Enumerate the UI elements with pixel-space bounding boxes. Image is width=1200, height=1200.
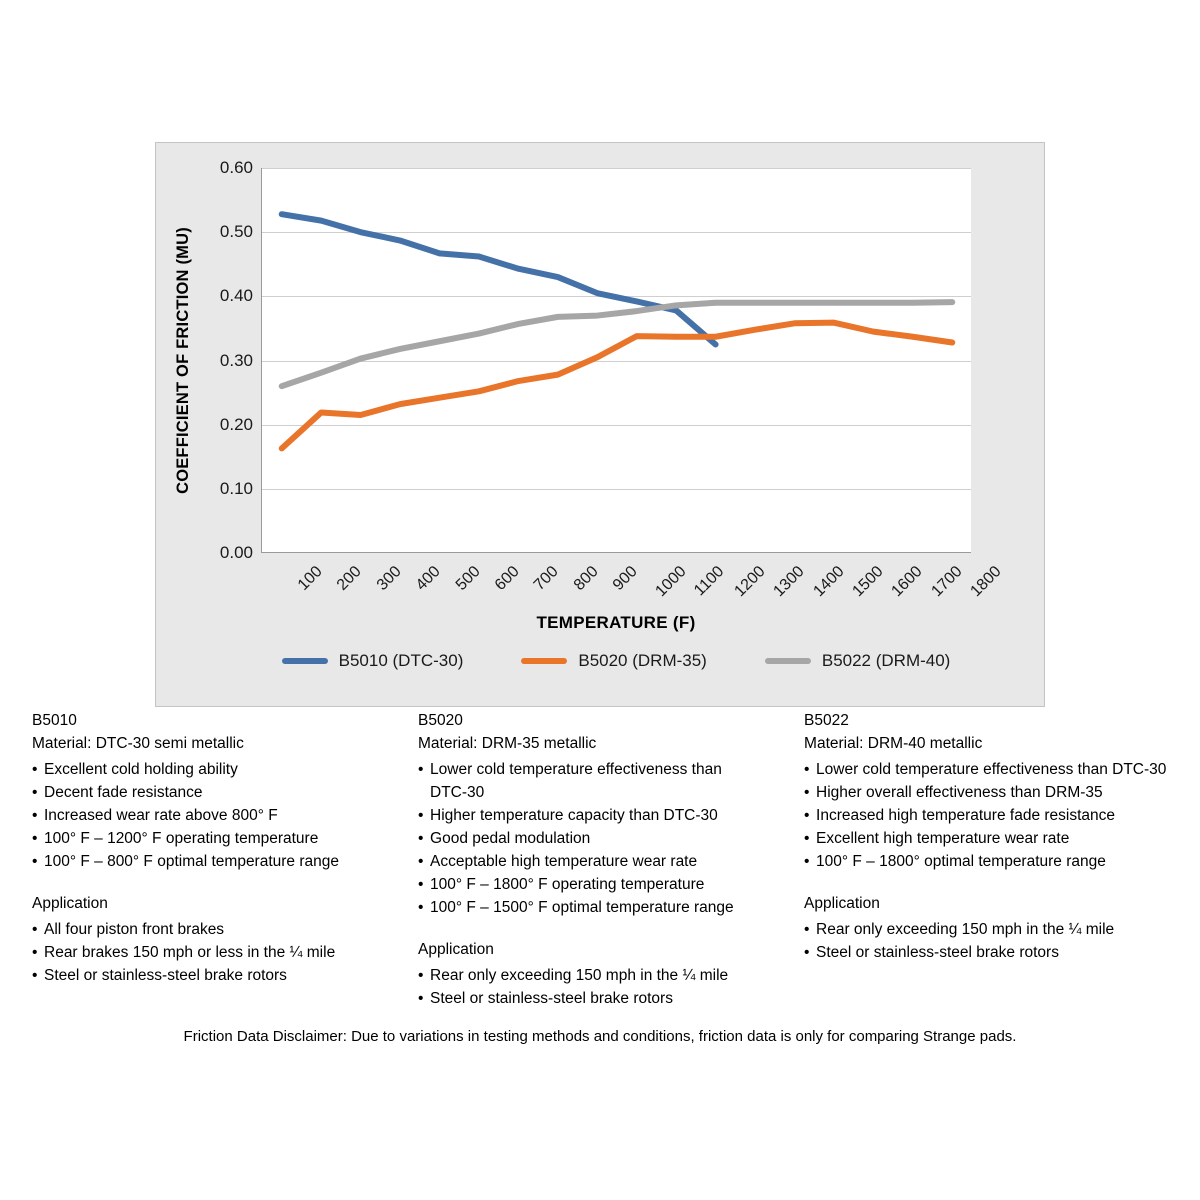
y-tick-label: 0.00 <box>219 543 253 562</box>
legend-swatch-icon <box>282 658 328 664</box>
pad-spec-column <box>32 712 358 1010</box>
x-tick-label: 300 <box>373 563 405 594</box>
feature-bullet: • Excellent cold holding ability <box>32 758 358 781</box>
pad-spec-columns <box>32 712 1182 1010</box>
feature-bullet: • Higher temperature capacity than DTC-30 <box>418 804 744 827</box>
x-tick-label: 1200 <box>731 563 769 601</box>
plot-area <box>219 158 971 562</box>
legend-swatch-icon <box>521 658 567 664</box>
x-tick-label: 900 <box>610 563 641 594</box>
x-axis-title: TEMPERATURE (F) <box>536 613 696 632</box>
pad-material: Material: DTC-30 semi metallic <box>32 735 244 752</box>
pad-part-number: B5010 <box>32 712 77 729</box>
application-bullet: • Steel or stainless-steel brake rotors <box>804 941 1182 964</box>
feature-bullet: • 100° F – 800° F optimal temperature range <box>32 850 358 873</box>
legend-item-label: B5020 (DRM-35) <box>578 651 707 670</box>
pad-spec-column <box>804 712 1182 1010</box>
feature-bullet: • 100° F – 1500° F optimal temperature range <box>418 896 744 919</box>
application-bullet: • Rear only exceeding 150 mph in the ¼ mile <box>804 918 1182 941</box>
feature-bullet: • 100° F – 1800° F operating temperature <box>418 873 744 896</box>
x-tick-label: 1100 <box>691 563 728 600</box>
x-tick-label: 1600 <box>888 563 926 601</box>
friction-data-disclaimer: Friction Data Disclaimer: Due to variations in testing methods and conditions, friction data is only for comparing Strange pads. <box>183 1028 1017 1045</box>
pad-material: Material: DRM-35 metallic <box>418 735 597 752</box>
feature-bullet: • Acceptable high temperature wear rate <box>418 850 744 873</box>
pad-spec-column <box>418 712 744 1010</box>
feature-bullet: • Decent fade resistance <box>32 781 358 804</box>
legend-item[interactable] <box>282 651 464 671</box>
feature-bullet: • 100° F – 1200° F operating temperature <box>32 827 358 850</box>
legend-item-label: B5010 (DTC-30) <box>338 651 464 670</box>
x-tick-label: 200 <box>333 563 365 594</box>
chart-legend <box>261 651 971 671</box>
feature-bullet: • Higher overall effectiveness than DRM-35 <box>804 781 1182 804</box>
feature-bullet: • Increased high temperature fade resistance <box>804 804 1182 827</box>
x-tick-label: 1400 <box>809 563 848 601</box>
feature-bullet: • Good pedal modulation <box>418 827 744 850</box>
feature-bullet: • Increased wear rate above 800° F <box>32 804 358 827</box>
application-bullet: • Steel or stainless-steel brake rotors <box>418 987 744 1010</box>
pad-part-number: B5022 <box>804 712 849 729</box>
feature-bullet: • Lower cold temperature effectiveness than DTC-30 <box>418 758 744 804</box>
legend-item-label: B5022 (DRM-40) <box>821 651 951 670</box>
x-tick-label: 1000 <box>652 563 690 601</box>
legend-item[interactable] <box>521 651 707 671</box>
pad-material: Material: DRM-40 metallic <box>804 735 983 752</box>
series-line <box>282 214 716 344</box>
x-tick-label: 1300 <box>770 563 808 601</box>
x-tick-label: 400 <box>412 563 444 594</box>
pad-part-number: B5020 <box>418 712 463 729</box>
y-tick-label: 0.40 <box>219 286 253 306</box>
application-bullet: • Steel or stainless-steel brake rotors <box>32 964 358 987</box>
x-tick-label: 1500 <box>849 563 887 601</box>
y-tick-label: 0.20 <box>219 414 253 434</box>
application-bullet: • Rear only exceeding 150 mph in the ¼ mile <box>418 964 744 987</box>
application-bullet: • All four piston front brakes <box>32 918 358 941</box>
feature-bullet: • 100° F – 1800° optimal temperature range <box>804 850 1182 873</box>
x-tick-label: 700 <box>531 563 563 594</box>
feature-bullet: • Excellent high temperature wear rate <box>804 827 1182 850</box>
x-tick-label: 1700 <box>928 563 966 601</box>
x-tick-label: 500 <box>452 563 484 594</box>
application-heading: Application <box>418 941 494 958</box>
series-line <box>282 323 953 449</box>
x-tick-label: 800 <box>570 563 602 594</box>
application-heading: Application <box>32 895 108 912</box>
legend-item[interactable] <box>765 651 951 671</box>
y-tick-label: 0.60 <box>219 158 253 177</box>
y-axis-title: COEFFICIENT OF FRICTION (MU) <box>174 227 192 494</box>
x-tick-label: 600 <box>491 563 523 594</box>
y-tick-label: 0.50 <box>219 222 253 242</box>
legend-swatch-icon <box>765 658 811 664</box>
application-bullet: • Rear brakes 150 mph or less in the ¼ mile <box>32 941 358 964</box>
friction-chart-panel <box>155 142 1045 707</box>
series-lines <box>262 168 972 553</box>
y-tick-label: 0.30 <box>219 350 253 370</box>
feature-bullet: • Lower cold temperature effectiveness than DTC-30 <box>804 758 1182 781</box>
y-tick-label: 0.10 <box>219 478 253 498</box>
x-tick-label: 1800 <box>967 563 1005 601</box>
application-heading: Application <box>804 895 880 912</box>
x-tick-label: 100 <box>294 563 326 594</box>
